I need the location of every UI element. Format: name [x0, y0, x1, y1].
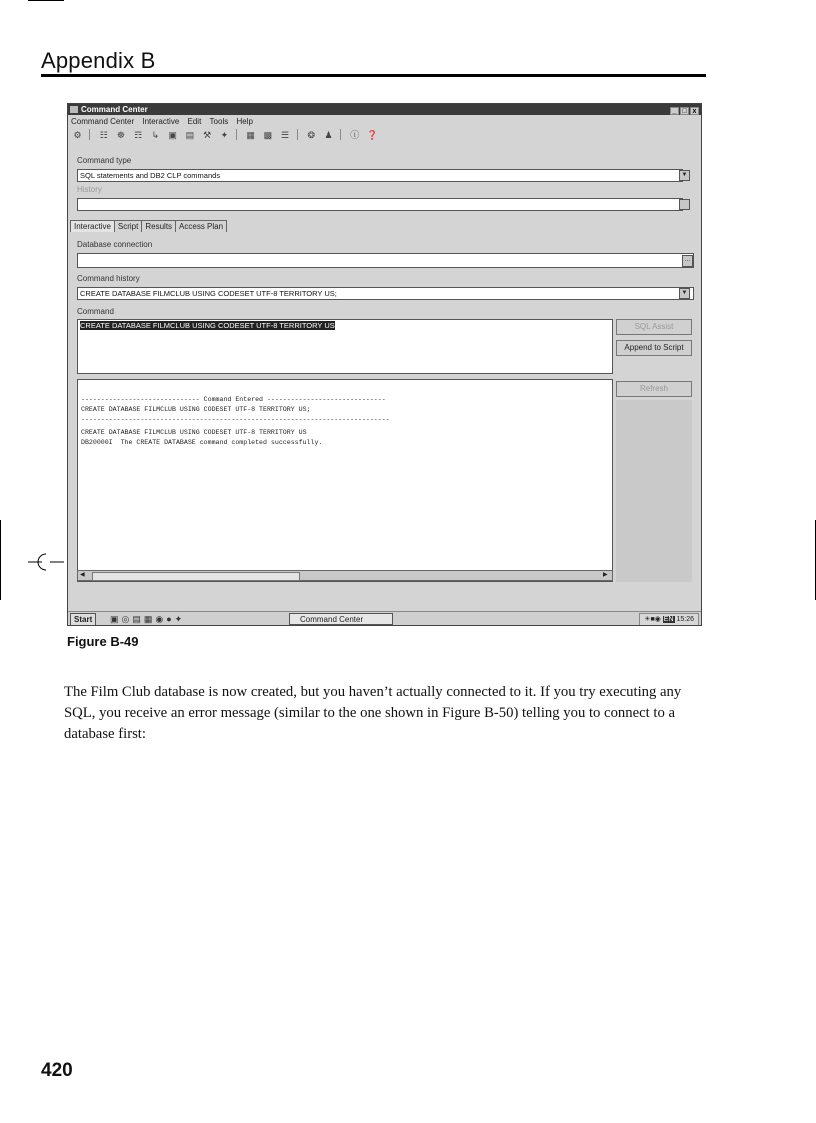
registration-mark-icon: [28, 550, 64, 574]
toolbar-separator: [297, 129, 298, 140]
export-icon[interactable]: ☸: [116, 130, 125, 140]
refresh-button[interactable]: Refresh: [616, 381, 692, 397]
left-crop-mark: [0, 520, 1, 600]
history-label: History: [77, 185, 102, 194]
start-button[interactable]: Start: [70, 613, 96, 626]
tree-icon[interactable]: ☶: [134, 130, 143, 140]
menu-tools[interactable]: Tools: [209, 117, 229, 126]
toolbar-separator: [236, 129, 237, 140]
list-icon[interactable]: ☰: [281, 130, 290, 140]
tab-strip: [70, 220, 226, 234]
user-icon[interactable]: ♟: [324, 130, 333, 140]
menu-interactive[interactable]: Interactive: [142, 117, 180, 126]
db-connection-label: Database connection: [77, 240, 153, 249]
language-indicator[interactable]: EN: [663, 616, 674, 623]
clock: 15:26: [676, 616, 694, 623]
history-chevron-down-icon[interactable]: ▼: [679, 288, 690, 299]
command-history-label: Command history: [77, 274, 140, 283]
menu-bar: [68, 116, 256, 127]
scroll-thumb[interactable]: [92, 572, 300, 581]
menu-edit[interactable]: Edit: [187, 117, 202, 126]
system-tray: [639, 613, 699, 626]
close-button[interactable]: x: [690, 107, 699, 115]
command-type-select[interactable]: SQL statements and DB2 CLP commands: [77, 169, 683, 182]
grid-icon[interactable]: ▩: [263, 130, 273, 140]
figure-caption: Figure B-49: [67, 634, 139, 649]
side-panel: [616, 400, 692, 582]
tray-icons: ☀■◉: [644, 616, 663, 623]
body-paragraph: The Film Club database is now created, but you haven’t actually connected to it. If you try executing any SQL, you receive an error message (similar to the one shown in Figure B-50) telling you to connect to a database first:: [64, 684, 682, 742]
header-rule: [41, 74, 706, 77]
maximize-button[interactable]: □: [680, 107, 689, 115]
window-controls: [669, 105, 699, 116]
toolbar-separator: [340, 129, 341, 140]
doc-icon[interactable]: ▤: [185, 130, 195, 140]
output-line: ------------------------------------------------------------------------------: [81, 416, 390, 423]
chapter-header: Appendix B: [41, 48, 156, 73]
command-text-selected: CREATE DATABASE FILMCLUB USING CODESET UTF-8 TERRITORY US: [80, 321, 335, 330]
output-hscrollbar[interactable]: [77, 570, 613, 581]
minimize-button[interactable]: _: [670, 107, 679, 115]
tools-icon[interactable]: ⚒: [203, 130, 212, 140]
taskbar-item-command-center[interactable]: Command Center: [289, 613, 393, 625]
toolbar-separator: [89, 129, 90, 140]
command-history-select[interactable]: CREATE DATABASE FILMCLUB USING CODESET UTF-8 TERRITORY US;: [77, 287, 694, 300]
import-icon[interactable]: ☷: [99, 130, 108, 140]
top-crop-mark: [28, 0, 64, 2]
wizard-icon[interactable]: ✦: [220, 130, 229, 140]
app-icon: [70, 106, 78, 113]
sql-assist-button[interactable]: SQL Assist: [616, 319, 692, 335]
db-connection-browse-icon[interactable]: …: [682, 255, 693, 267]
db-icon[interactable]: ▣: [168, 130, 177, 140]
page-number: 420: [41, 1060, 73, 1081]
connect-icon[interactable]: ⚙: [73, 130, 82, 140]
output-line: CREATE DATABASE FILMCLUB USING CODESET UTF-8 TERRITORY US;: [81, 406, 311, 413]
tab-script[interactable]: Script: [114, 220, 142, 232]
flow-icon[interactable]: ↳: [151, 130, 160, 140]
menu-help[interactable]: Help: [236, 117, 253, 126]
settings-icon[interactable]: ❂: [307, 130, 316, 140]
history-field[interactable]: [77, 198, 683, 211]
window-title: Command Center: [81, 105, 148, 114]
output-pane: [77, 379, 613, 582]
window-titlebar: [68, 104, 701, 115]
tab-interactive[interactable]: Interactive: [70, 220, 115, 232]
append-to-script-button[interactable]: Append to Script: [616, 340, 692, 356]
tab-access-plan[interactable]: Access Plan: [175, 220, 227, 232]
db-connection-field[interactable]: [77, 253, 694, 268]
output-line: ------------------------------ Command Entered ------------------------------: [81, 396, 386, 403]
command-editor[interactable]: [77, 319, 613, 374]
menu-command-center[interactable]: Command Center: [71, 117, 135, 126]
output-line: CREATE DATABASE FILMCLUB USING CODESET UTF-8 TERRITORY US: [81, 429, 307, 436]
chevron-down-icon[interactable]: ▼: [679, 170, 690, 181]
output-line: DB20000I The CREATE DATABASE command completed successfully.: [81, 439, 323, 446]
history-dropdown-icon[interactable]: [679, 199, 690, 210]
help-icon[interactable]: ❓: [366, 130, 378, 140]
taskbar: [68, 611, 701, 626]
command-center-window: [67, 103, 702, 626]
command-type-label: Command type: [77, 156, 132, 165]
quick-launch-icons[interactable]: ▣◎▤▦◉●✦: [110, 614, 186, 624]
command-label: Command: [77, 307, 114, 316]
info-icon[interactable]: ⓘ: [350, 130, 360, 140]
scroll-right-icon[interactable]: ▶: [603, 572, 608, 578]
calc-icon[interactable]: ▦: [246, 130, 255, 140]
toolbar: [70, 129, 670, 143]
tab-results[interactable]: Results: [141, 220, 176, 232]
scroll-left-icon[interactable]: ◀: [80, 572, 85, 578]
